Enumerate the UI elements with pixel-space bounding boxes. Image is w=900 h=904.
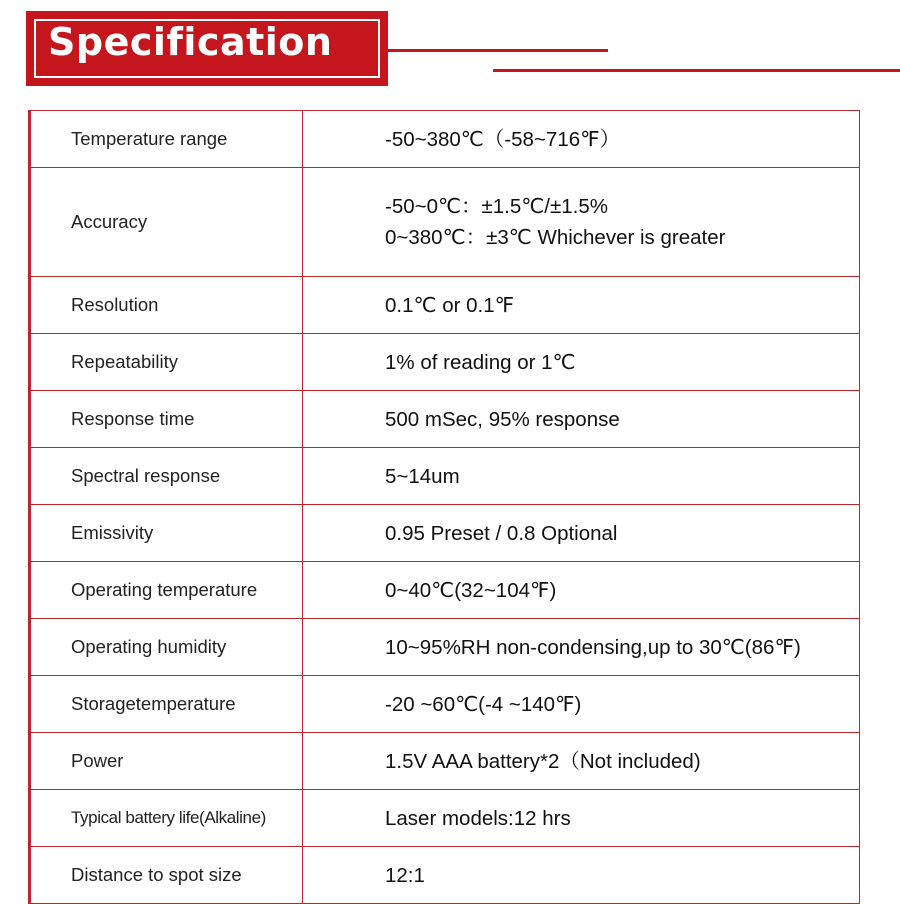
spec-label: Temperature range <box>30 111 303 168</box>
spec-value-line: -50~0℃：±1.5℃/±1.5% <box>385 195 608 218</box>
spec-label: Power <box>30 733 303 790</box>
spec-row-accuracy <box>30 168 860 277</box>
spec-value <box>303 168 860 277</box>
spec-label: Resolution <box>30 277 303 334</box>
spec-row-emissivity <box>30 505 860 562</box>
spec-label: Accuracy <box>30 168 303 277</box>
header-rule-upper <box>388 49 608 52</box>
spec-label: Spectral response <box>30 448 303 505</box>
spec-value: -50~380℃（-58~716℉） <box>303 111 860 168</box>
spec-label: Storagetemperature <box>30 676 303 733</box>
spec-row-response-time <box>30 391 860 448</box>
spec-row-spectral-response <box>30 448 860 505</box>
spec-row-power <box>30 733 860 790</box>
spec-value: 5~14um <box>303 448 860 505</box>
spec-label: Operating humidity <box>30 619 303 676</box>
title-banner <box>26 11 388 86</box>
spec-row-battery-life <box>30 790 860 847</box>
spec-row-resolution <box>30 277 860 334</box>
page-title: Specification <box>48 20 333 64</box>
spec-value-line: 0~380℃：±3℃ Whichever is greater <box>385 226 726 249</box>
spec-label: Operating temperature <box>30 562 303 619</box>
spec-table <box>28 110 860 904</box>
spec-label: Response time <box>30 391 303 448</box>
spec-value: -20 ~60℃(-4 ~140℉) <box>303 676 860 733</box>
spec-label: Emissivity <box>30 505 303 562</box>
spec-value: 12:1 <box>303 847 860 904</box>
spec-row-operating-temperature <box>30 562 860 619</box>
spec-value: 0~40℃(32~104℉) <box>303 562 860 619</box>
spec-row-repeatability <box>30 334 860 391</box>
spec-row-operating-humidity <box>30 619 860 676</box>
spec-row-distance-to-spot <box>30 847 860 904</box>
spec-value: Laser models:12 hrs <box>303 790 860 847</box>
spec-value: 1.5V AAA battery*2（Not included) <box>303 733 860 790</box>
spec-value: 500 mSec, 95% response <box>303 391 860 448</box>
header-rule-lower <box>493 69 900 72</box>
spec-value: 0.95 Preset / 0.8 Optional <box>303 505 860 562</box>
spec-row-temperature-range <box>30 111 860 168</box>
spec-value: 1% of reading or 1℃ <box>303 334 860 391</box>
spec-value: 0.1℃ or 0.1℉ <box>303 277 860 334</box>
spec-label: Typical battery life(Alkaline) <box>30 790 303 847</box>
spec-row-storage-temperature <box>30 676 860 733</box>
spec-label: Distance to spot size <box>30 847 303 904</box>
spec-value: 10~95%RH non-condensing,up to 30℃(86℉) <box>303 619 860 676</box>
spec-label: Repeatability <box>30 334 303 391</box>
